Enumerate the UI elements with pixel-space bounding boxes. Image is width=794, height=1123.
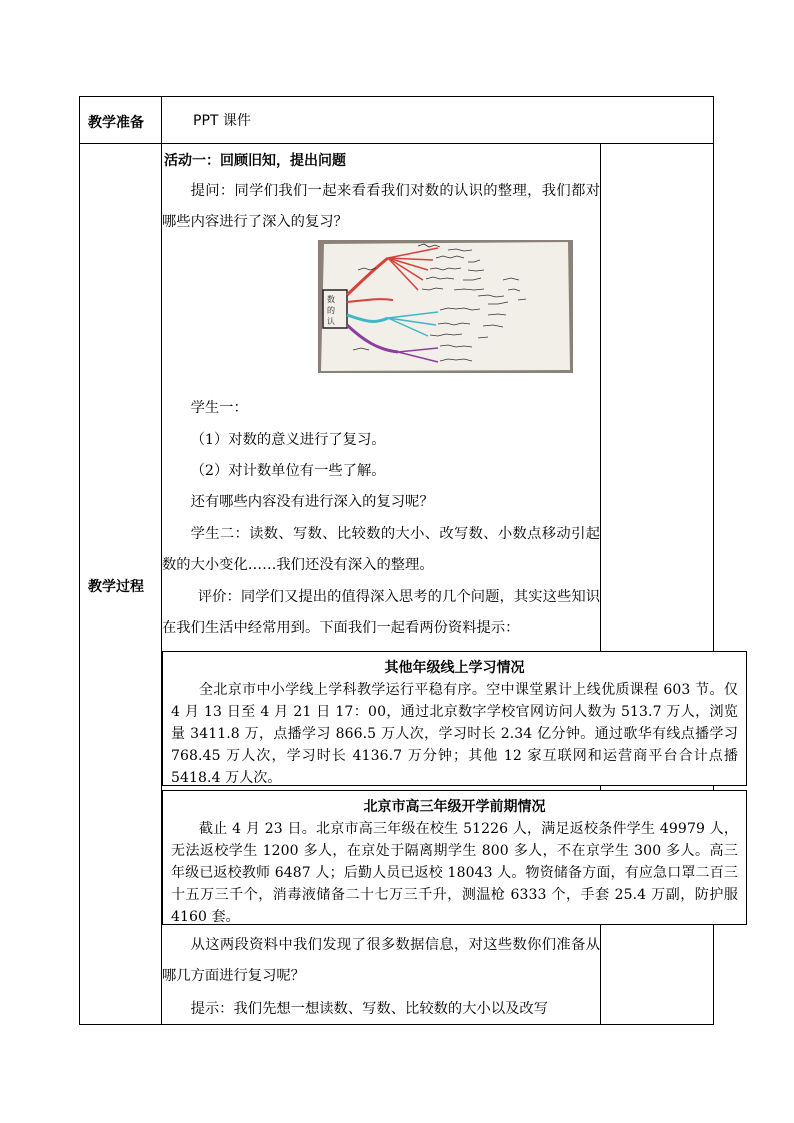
svg-text:认: 认 <box>327 317 335 326</box>
hint-text: 提示：我们先想一想读数、写数、比较数的大小以及改写 <box>190 1001 549 1017</box>
student2-text: 学生二：读数、写数、比较数的大小、改写数、小数点移动引起数的大小变化……我们还没有深入的整理。 <box>162 526 600 573</box>
table-row-divider <box>79 143 714 144</box>
question-text: 提问：同学们我们一起来看看我们对数的认识的整理，我们都对哪些内容进行了深入的复习？ <box>162 183 600 230</box>
table-left-border <box>79 96 80 1025</box>
box1-title: 其他年级线上学习情况 <box>384 660 525 676</box>
box2-body: 截止 4 月 23 日。北京市高三年级在校生 51226 人，满足返校条件学生 49979 人，无法返校学生 1200 多人，在京处于隔离期学生 800 多人，不在京学生 300 多人。高三年级已返校教师 6487 人；后勤人员已返校 18043 人。物资储备方面，有应急口罩二百三十五万三千个，消毒液储备二十七万三千升，测温枪 6333 个，手套 25.4 万副，防护服 4160 套。 <box>171 821 738 925</box>
review-item-1: （1）对数的意义进行了复习。 <box>190 432 386 448</box>
resource-box-online-learning <box>162 651 747 786</box>
after-boxes-text: 从这两段资料中我们发现了很多数据信息，对这些数你们准备从哪几方面进行复习呢？ <box>162 937 600 984</box>
followup-question: 还有哪些内容没有进行深入的复习呢？ <box>190 494 434 510</box>
evaluation-text: 评价：同学们又提出的值得深入思考的几个问题，其实这些知识在我们生活中经常用到。下面我们一起看两份资料提示： <box>162 589 600 636</box>
review-item-2: （2）对计数单位有一些了解。 <box>190 463 386 479</box>
resource-box-senior-return <box>162 790 747 925</box>
process-label: 教学过程 <box>88 579 144 595</box>
table-top-border <box>79 96 714 97</box>
prep-content: PPT 课件 <box>193 113 251 129</box>
box2-title: 北京市高三年级开学前期情况 <box>363 799 546 815</box>
svg-text:的: 的 <box>327 306 335 315</box>
svg-text:数: 数 <box>327 295 335 304</box>
prep-label: 教学准备 <box>88 115 144 131</box>
mindmap-photo <box>318 240 573 373</box>
activity-title: 活动一：回顾旧知，提出问题 <box>164 153 346 169</box>
student1-text: 学生一： <box>190 400 248 416</box>
box1-body: 全北京市中小学线上学科教学运行平稳有序。空中课堂累计上线优质课程 603 节。仅 4 月 13 日至 4 月 21 日 17：00，通过北京数字学校官网访问人数为 513.7 万人，浏览量 3411.8 万，点播学习 866.5 万人次，学习时长 2.34 亿分钟。通过歌华有线点播学习 768.45 万人次，学习时长 4136.7 万分钟；其他 12 家互联网和运营商平台合计点播 5418.4 万人次。 <box>171 682 738 786</box>
mindmap-drawing <box>318 240 573 373</box>
table-bottom-border <box>79 1024 714 1025</box>
